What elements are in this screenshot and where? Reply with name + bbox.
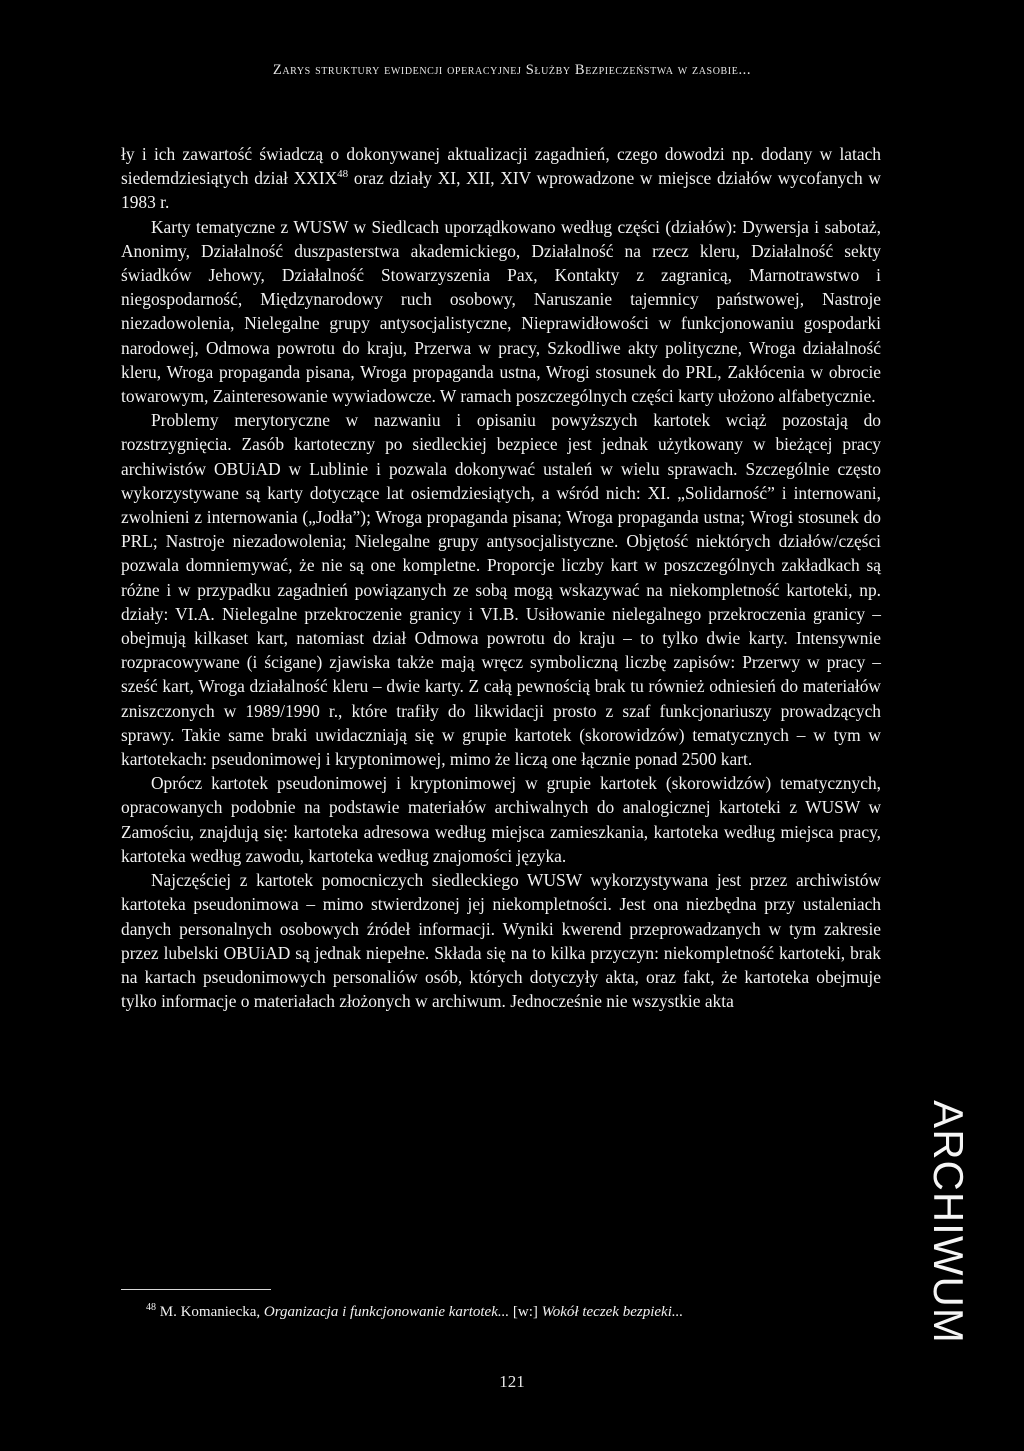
paragraph-1-text: ły i ich zawartość świadczą o dokonywanej aktualizacji zagadnień, czego dowodzi np. dodany w latach siedemdziesiątych dział XXIX: [121, 144, 881, 189]
footnote-reference[interactable]: 48: [337, 168, 349, 181]
page-number: 121: [499, 1372, 525, 1391]
footnote: [146, 1302, 886, 1322]
paragraph-4: Oprócz kartotek pseudonimowej i kryptonimowej w grupie kartotek (skorowidzów) tematycznych, opracowanych podobnie na podstawie materiałów archiwalnych do analogicznej kartoteki z WUSW w Zamościu, znajdują się: kartoteka adresowa według miejsca zamieszkania, kartoteka według miejsca pracy, kartoteka według zawodu, kartoteka według znajomości języka.: [121, 773, 881, 866]
footnote-source: Wokół teczek bezpieki...: [541, 1304, 684, 1320]
paragraph-2: Karty tematyczne z WUSW w Siedlcach uporządkowano według części (działów): Dywersja i sabotaż, Anonimy, Działalność duszpasterstwa akademickiego, Działalność na rzecz kleru, Działalność sekty świadków Jehowy, Działalność Stowarzyszenia Pax, Kontakty z zagranicą, Marnotrawstwo i niegospodarność, Międzynarodowy ruch osobowy, Naruszanie tajemnicy państwowej, Nastroje niezadowolenia, Nielegalne grupy antysocjalistyczne, Nieprawidłowości w funkcjonowaniu gospodarki narodowej, Odmowa powrotu do kraju, Przerwa w pracy, Szkodliwe akty polityczne, Wroga działalność kleru, Wroga propaganda pisana, Wroga propaganda ustna, Wrogi stosunek do PRL, Zakłócenia w obrocie towarowym, Zainteresowanie wywiadowcze. W ramach poszczególnych części karty ułożono alfabetycznie.: [121, 216, 881, 407]
running-header: Zarys struktury ewidencji operacyjnej Służby Bezpieczeństwa w zasobie...: [272, 62, 752, 78]
footnote-in: [w:]: [509, 1304, 542, 1320]
paragraph-3: Problemy merytoryczne w nazwaniu i opisaniu powyższych kartotek wciąż pozostają do rozstrzygnięcia. Zasób kartoteczny po siedleckiej bezpiece jest jednak użytkowany w bieżącej pracy archiwistów OBUiAD w Lublinie i pozwala dokonywać ustaleń w wielu sprawach. Szczególnie często wykorzystywane są karty dotyczące lat osiemdziesiątych, a wśród nich: XI. „Solidarność” i internowani, zwolnieni z internowania („Jodła”); Wroga propaganda pisana; Wroga propaganda ustna; Wrogi stosunek do PRL; Nastroje niezadowolenia; Nielegalne grupy antysocjalistyczne. Objętość niektórych działów/części pozwala domniemywać, że nie są one kompletne. Proporcje liczby kart w poszczególnych zakładkach są różne i w przypadku zagadnień powiązanych ze sobą mogą wskazywać na niekompletność kartoteki, np. działy: VI.A. Nielegalne przekroczenie granicy i VI.B. Usiłowanie nielegalnego przekroczenia granicy – obejmują kilkaset kart, natomiast dział Odmowa powrotu do kraju – to tylko dwie karty. Intensywnie rozpracowywane (i ścigane) zjawiska także mają wręcz symboliczną liczbę zapisów: Przerwy w pracy – sześć kart, Wroga działalność kleru – dwie karty. Z całą pewnością brak tu również odniesień do materiałów zniszczonych w 1989/1990 r., które trafiły do likwidacji prosto z szaf funkcjonariuszy prowadzących sprawy. Takie same braki uwidaczniają się w grupie kartotek (skorowidzów) tematycznych – w tym w kartotekach: pseudonimowej i kryptonimowej, mimo że liczą one łącznie ponad 2500 kart.: [121, 410, 881, 770]
side-label-text: ARCHIWUM: [925, 1100, 972, 1344]
footnote-title: Organizacja i funkcjonowanie kartotek...: [263, 1304, 510, 1320]
paragraph-5: Najczęściej z kartotek pomocniczych siedleckiego WUSW wykorzystywana jest przez archiwistów kartoteka pseudonimowa – mimo stwierdzonej jej niekompletności. Jest ona niezbędna przy ustaleniach danych personalnych osobowych źródeł informacji. Wyniki kwerend przeprowadzanych w tym zakresie przez lubelski OBUiAD są jednak niepełne. Składa się na to kilka przyczyn: niekompletność kartoteki, brak na kartach pseudonimowych personaliów osób, których dotyczyły akta, oraz fakt, że kartoteka obejmuje tylko informacje o materiałach złożonych w archiwum. Jednocześnie nie wszystkie akta: [121, 870, 881, 1012]
footnote-author: M. Komaniecka,: [156, 1304, 264, 1320]
main-text: [121, 142, 881, 1013]
paragraph-1-text-end: oraz działy XI, XII, XIV wprowadzone w miejsce działów wycofanych w 1983 r.: [121, 168, 881, 213]
footnote-number: 48: [146, 1302, 156, 1313]
paragraph-1: [121, 142, 881, 215]
side-label: [918, 1100, 978, 1344]
footnote-divider: [121, 1289, 271, 1290]
